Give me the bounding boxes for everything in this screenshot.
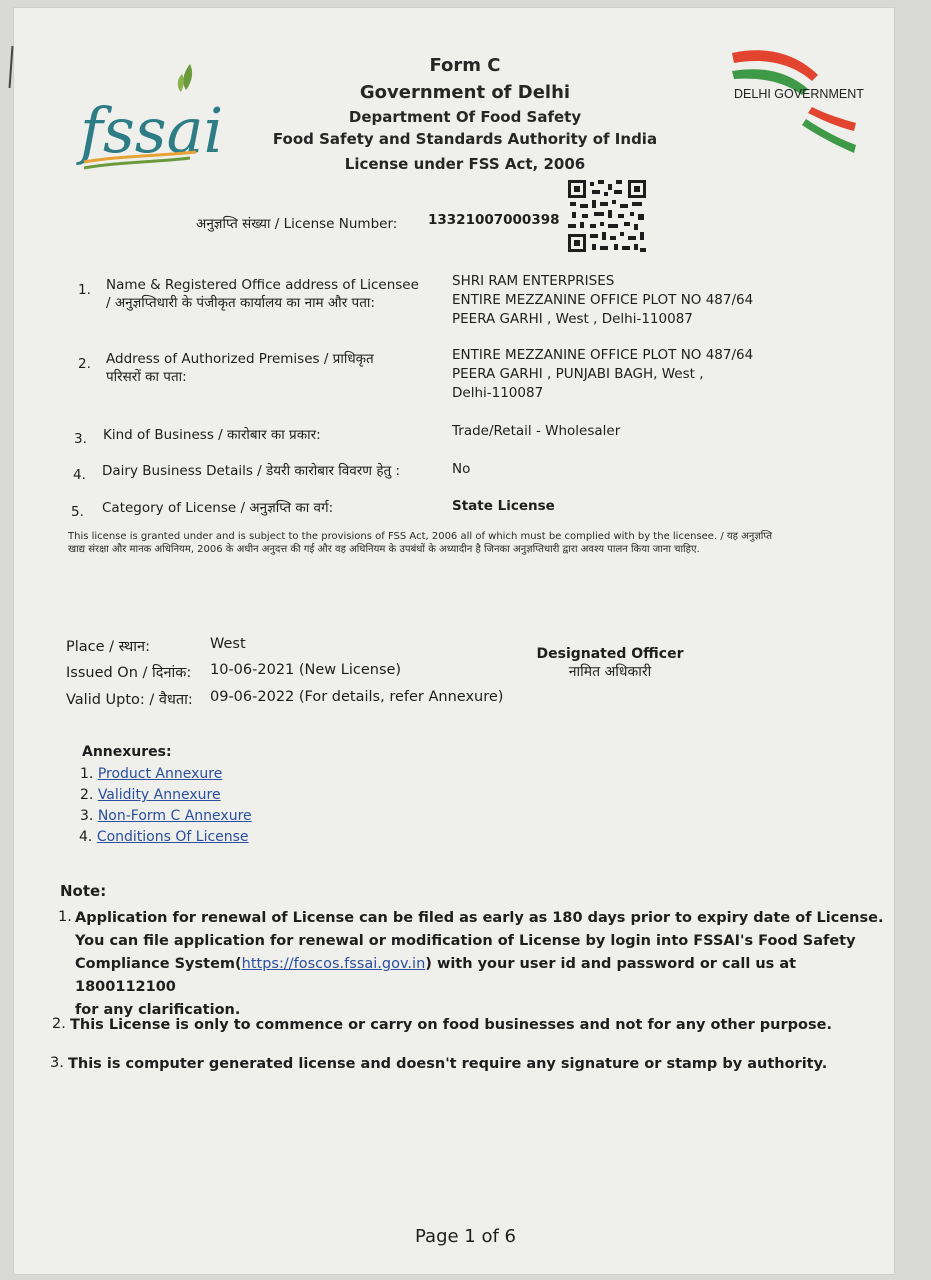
note-1-line-1: Application for renewal of License can be filed as early as 180 days prior to expiry date of License. — [75, 910, 884, 926]
note-1-line-3 — [75, 953, 895, 999]
row-3-number: 3. — [74, 431, 87, 447]
row-2-label: Address of Authorized Premises / प्राधिकृत परिसरों का पता: — [106, 351, 374, 385]
row-5-label: Category of License / अनुज्ञप्ति का वर्ग: — [102, 500, 334, 516]
government-title: Government of Delhi — [359, 82, 571, 103]
row-4-value: No — [452, 461, 471, 477]
license-number-label: अनुज्ञप्ति संख्या / License Number: — [196, 216, 398, 232]
note-title: Note: — [60, 882, 107, 900]
row-5-value: State License — [452, 498, 555, 514]
premises-address-line3: Delhi-110087 — [452, 385, 544, 401]
valid-label: Valid Upto: / वैधता: — [66, 692, 193, 708]
annexure-item-1 — [80, 766, 222, 782]
issued-value: 10-06-2021 (New License) — [210, 662, 402, 678]
row-1-number: 1. — [78, 282, 91, 298]
note-3: This is computer generated license and doesn't require any signature or stamp by authority. — [68, 1056, 828, 1072]
pen-mark — [9, 46, 14, 88]
row-5-number: 5. — [71, 504, 84, 520]
row-1-value — [452, 272, 812, 329]
row-2-number: 2. — [78, 356, 91, 372]
row-4-label: Dairy Business Details / डेयरी कारोबार विवरण हेतु : — [102, 463, 401, 479]
note-1-line-3-end: ) with your user id and password or call us at 1800112100 — [75, 956, 797, 995]
premises-address-line1: ENTIRE MEZZANINE OFFICE PLOT NO 487/64 — [452, 347, 754, 363]
designated-officer — [520, 646, 700, 681]
foscos-link[interactable]: https://foscos.fssai.gov.in — [241, 956, 426, 972]
row-1-label: Name & Registered Office address of Licensee / अनुज्ञप्तिधारी के पंजीकृत कार्यालय का नाम और पता: — [106, 277, 419, 311]
licensee-address-line1: ENTIRE MEZZANINE OFFICE PLOT NO 487/64 — [452, 292, 754, 308]
license-number: 13321007000398 — [428, 212, 560, 228]
row-3-value: Trade/Retail - Wholesaler — [452, 423, 621, 439]
annexure-item-3 — [80, 808, 252, 824]
note-1 — [75, 907, 895, 1022]
annexure-item-2 — [80, 787, 221, 803]
note-1-line-2: You can file application for renewal or modification of License by login into FSSAI's Food Safety — [75, 933, 856, 949]
note-3-number: 3. — [50, 1055, 64, 1071]
product-annexure-link[interactable]: Product Annexure — [97, 766, 223, 782]
note-1-number: 1. — [58, 909, 72, 925]
validity-annexure-link[interactable]: Validity Annexure — [97, 787, 221, 803]
row-3-label: Kind of Business / कारोबार का प्रकार: — [103, 427, 321, 443]
fssai-logo — [78, 60, 224, 178]
note-1-line-3-start: Compliance System( — [75, 956, 242, 972]
qr-code — [568, 180, 646, 252]
conditions-of-license-link[interactable]: Conditions Of License — [96, 829, 249, 845]
issued-label: Issued On / दिनांक: — [66, 665, 192, 681]
note-2-number: 2. — [52, 1016, 66, 1032]
department-title: Department Of Food Safety — [348, 108, 582, 126]
designated-officer-hindi: नामित अधिकारी — [568, 664, 652, 680]
note-1-line-4: for any clarification. — [75, 1002, 241, 1018]
form-title: Form C — [429, 55, 501, 76]
authority-title: Food Safety and Standards Authority of India — [272, 130, 658, 148]
annexure-number: 1. — [80, 766, 94, 782]
note-2: This License is only to commence or carry on food businesses and not for any other purpose. — [70, 1017, 832, 1033]
licensee-address-line2: PEERA GARHI , West , Delhi-110087 — [452, 311, 693, 327]
svg-text:DELHI GOVERNMENT: DELHI GOVERNMENT — [734, 87, 864, 101]
act-title: License under FSS Act, 2006 — [344, 155, 586, 173]
annexure-number: 4. — [79, 829, 93, 845]
annexure-item-4 — [79, 829, 249, 845]
row-4-number: 4. — [73, 467, 86, 483]
place-label: Place / स्थान: — [66, 639, 150, 655]
premises-address-line2: PEERA GARHI , PUNJABI BAGH, West , — [452, 366, 704, 382]
non-form-c-annexure-link[interactable]: Non-Form C Annexure — [97, 808, 252, 824]
place-value: West — [210, 636, 246, 652]
svg-text:fssai: fssai — [80, 94, 224, 167]
delhi-government-logo — [728, 45, 864, 155]
page-number: Page 1 of 6 — [415, 1226, 516, 1247]
grant-statement: This license is granted under and is subject to the provisions of FSS Act, 2006 all of which must be complied with by the licensee. / यह अनुज्ञप्ति खाद्य संरक्षा और मानक अधिनियम, 2006 के अधीन अनुदत्त की गई और वह अधिनियम के उपबंधों के अध्यादीन है जिनका अनुज्ञप्तिधारी द्वारा अवश्य पालन किया जाना चाहिए. — [68, 531, 773, 555]
annexure-number: 2. — [80, 787, 94, 803]
valid-value: 09-06-2022 (For details, refer Annexure) — [210, 689, 504, 705]
annexure-number: 3. — [80, 808, 94, 824]
annexures-title: Annexures: — [82, 744, 172, 760]
licensee-name: SHRI RAM ENTERPRISES — [452, 273, 615, 289]
row-2-value — [452, 346, 812, 403]
designated-officer-title: Designated Officer — [536, 646, 684, 662]
